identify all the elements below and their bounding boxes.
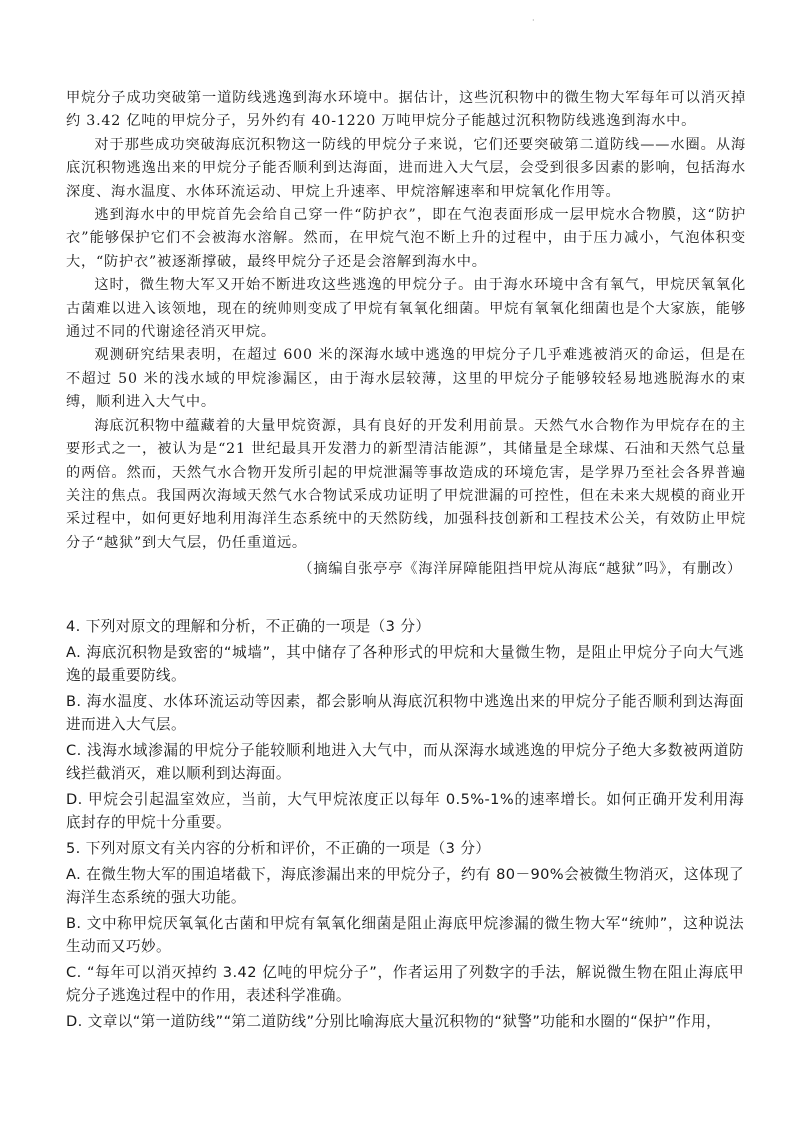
- question-5-option-a: A. 在微生物大军的围追堵截下，海底渗漏出来的甲烷分子，约有 80－90%会被微生物消灭，这体现了海洋生态系统的强大功能。: [66, 866, 745, 906]
- passage-paragraph-2: 对于那些成功突破海底沉积物这一防线的甲烷分子来说，它们还要突破第二道防线——水圈。从海底沉积物逃逸出来的甲烷分子能否顺利到达海面，进而进入大气层，会受到很多因素的影响，包括海水深度、海水温度、水体环流运动、甲烷上升速率、甲烷溶解速率和甲烷氧化作用等。: [66, 136, 746, 200]
- question-section: [66, 615, 744, 1036]
- question-4-option-d: D. 甲烷会引起温室效应，当前，大气甲烷浓度正以每年 0.5%-1%的速率增长。如何正确开发利用海底封存的甲烷十分重要。: [66, 791, 744, 831]
- question-4-option-c: C. 浅海水域渗漏的甲烷分子能较顺利地进入大气中，而从深海水域逃逸的甲烷分子绝大多数被两道防线拦截消灭，难以顺利到达海面。: [66, 742, 744, 782]
- passage-paragraph-1: 甲烷分子成功突破第一道防线逃逸到海水环境中。据估计，这些沉积物中的微生物大军每年可以消灭掉约 3.42 亿吨的甲烷分子，另外约有 40-1220 万吨甲烷分子能越过沉积物防线逃逸到海水中。: [66, 90, 746, 130]
- passage-paragraph-5: 观测研究结果表明，在超过 600 米的深海水域中逃逸的甲烷分子几乎难逃被消灭的命运，但是在不超过 50 米的浅水域的甲烷渗漏区，由于海水层较薄，这里的甲烷分子能够较轻易地逃脱海水的束缚，顺利进入大气中。: [66, 347, 746, 411]
- question-4-option-a: A. 海底沉积物是致密的“城墙”，其中储存了各种形式的甲烷和大量微生物，是阻止甲烷分子向大气逃逸的最重要防线。: [66, 644, 744, 684]
- passage-paragraph-6: 海底沉积物中蕴藏着的大量甲烷资源，具有良好的开发利用前景。天然气水合物作为甲烷存在的主要形式之一，被认为是“21 世纪最具开发潜力的新型清洁能源”，其储量是全球煤、石油和天然气总量的两倍。然而，天然气水合物开发所引起的甲烷泄漏等事故造成的环境危害，是学界乃至社会各界普遍关注的焦点。我国两次海域天然气水合物试采成功证明了甲烷泄漏的可控性，但在未来大规模的商业开采过程中，如何更好地利用海洋生态系统中的天然防线，加强科技创新和工程技术公关，有效防止甲烷分子“越狱”到大气层，仍任重道远。: [66, 417, 746, 551]
- passage-paragraph-4: 这时，微生物大军又开始不断进攻这些逃逸的甲烷分子。由于海水环境中含有氧气，甲烷厌氧氧化古菌难以进入该领地，现在的统帅则变成了甲烷有氧氧化细菌。甲烷有氧氧化细菌也是个大家族，能够通过不同的代谢途径消灭甲烷。: [66, 277, 746, 341]
- question-5-option-d: D. 文章以“第一道防线”“第二道防线”分别比喻海底大量沉积物的“狱警”功能和水圈的“保护”作用，: [66, 1013, 722, 1030]
- page-mark: ·: [532, 16, 535, 25]
- passage-source-note: （摘编自张亭亭《海洋屏障能阻挡甲烷从海底“越狱”吗》，有删改）: [298, 561, 742, 578]
- question-5-option-b: B. 文中称甲烷厌氧氧化古菌和甲烷有氧氧化细菌是阻止海底甲烷渗漏的微生物大军“统帅”，这种说法生动而又巧妙。: [66, 915, 744, 955]
- passage-paragraph-3: 逃到海水中的甲烷首先会给自己穿一件“防护衣”，即在气泡表面形成一层甲烷水合物膜，这“防护衣”能够保护它们不会被海水溶解。然而，在甲烷气泡不断上升的过程中，由于压力减小，气泡体积变大，“防护衣”被逐渐撑破，最终甲烷分子还是会溶解到海水中。: [66, 207, 746, 270]
- question-4-stem: 4. 下列对原文的理解和分析，不正确的一项是（3 分）: [66, 618, 431, 635]
- question-5-option-c: C. “每年可以消灭掉约 3.42 亿吨的甲烷分子”，作者运用了列数字的手法，解说微生物在阻止海底甲烷分子逃逸过程中的作用，表述科学准确。: [66, 964, 744, 1004]
- question-5-stem: 5. 下列对原文有关内容的分析和评价，不正确的一项是（3 分）: [66, 840, 491, 857]
- reading-passage: [66, 87, 746, 582]
- question-4-option-b: B. 海水温度、水体环流运动等因素，都会影响从海底沉积物中逃逸出来的甲烷分子能否顺利到达海面进而进入大气层。: [66, 693, 744, 733]
